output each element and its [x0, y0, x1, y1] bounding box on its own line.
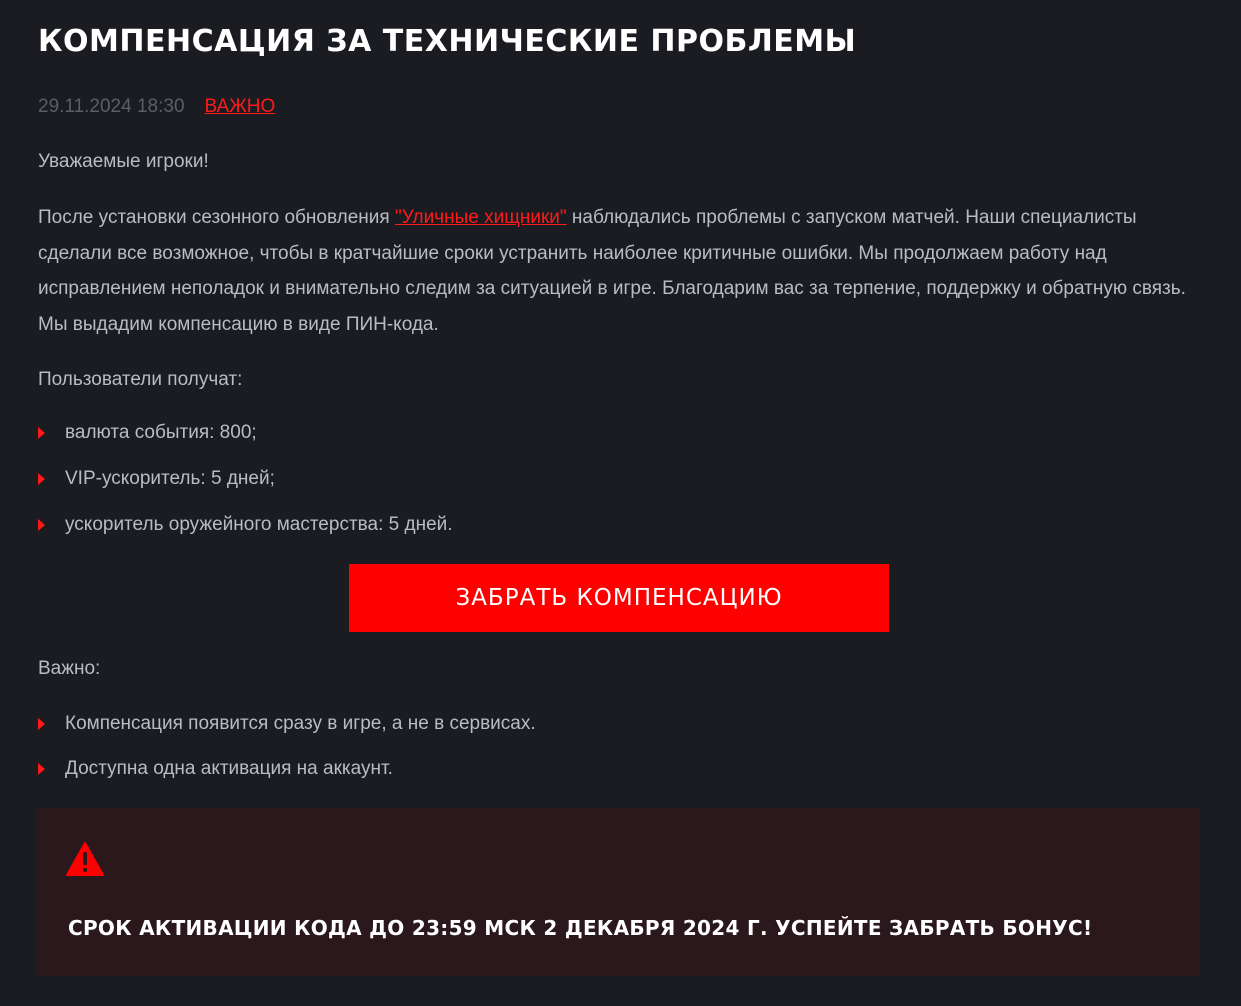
- bullet-arrow-icon: [38, 718, 45, 730]
- claim-compensation-button[interactable]: ЗАБРАТЬ КОМПЕНСАЦИЮ: [349, 564, 889, 632]
- season-update-link[interactable]: "Уличные хищники": [394, 207, 567, 228]
- intro-text-before: После установки сезонного обновления: [38, 207, 395, 228]
- activation-deadline-notice: [38, 808, 1200, 976]
- reward-item-label: валюта события: 800;: [65, 422, 257, 443]
- reward-item: [38, 468, 275, 490]
- important-note-label: Компенсация появится сразу в игре, а не в сервисах.: [65, 713, 536, 734]
- reward-item-label: VIP-ускоритель: 5 дней;: [65, 468, 275, 489]
- bullet-arrow-icon: [38, 763, 45, 775]
- notice-text: СРОК АКТИВАЦИИ КОДА ДО 23:59 МСК 2 ДЕКАБРЯ 2024 Г. УСПЕЙТЕ ЗАБРАТЬ БОНУС!: [68, 916, 1093, 940]
- intro-text-after: наблюдались проблемы с запуском матчей. Наши специалисты сделали все возможное, чтобы в кратчайшие сроки устранить наиболее критичные ошибки. Мы продолжаем работу над исправлением неполадок и внимательно следим за ситуацией в игре. Благодарим вас за терпение, поддержку и обратную связь. Мы выдадим компенсацию в виде ПИН-кода.: [38, 207, 1186, 335]
- article-meta: [38, 96, 275, 118]
- article-date: 29.11.2024 18:30: [38, 96, 185, 117]
- tag-important-link[interactable]: ВАЖНО: [204, 96, 276, 117]
- bullet-arrow-icon: [38, 427, 45, 439]
- reward-item-label: ускоритель оружейного мастерства: 5 дней.: [65, 514, 453, 535]
- important-note-label: Доступна одна активация на аккаунт.: [65, 758, 393, 779]
- bullet-arrow-icon: [38, 519, 45, 531]
- bullet-arrow-icon: [38, 473, 45, 485]
- intro-paragraph: [38, 200, 1198, 342]
- reward-item: [38, 422, 257, 444]
- important-heading: Важно:: [38, 658, 101, 679]
- reward-item: [38, 514, 453, 536]
- rewards-heading: Пользователи получат:: [38, 369, 243, 390]
- warning-icon: [66, 842, 104, 876]
- article-title: КОМПЕНСАЦИЯ ЗА ТЕХНИЧЕСКИЕ ПРОБЛЕМЫ: [38, 24, 857, 59]
- greeting-text: Уважаемые игроки!: [38, 151, 209, 172]
- important-note-item: [38, 758, 393, 780]
- important-note-item: [38, 713, 536, 735]
